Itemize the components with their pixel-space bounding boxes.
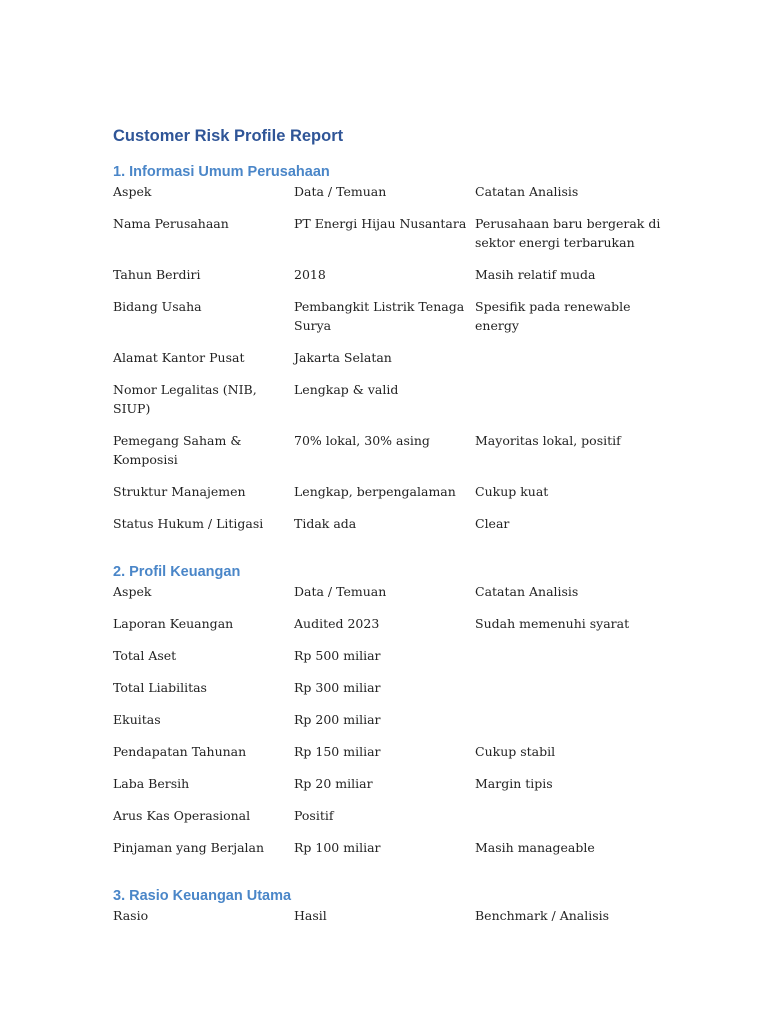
table-cell: Status Hukum / Litigasi — [113, 516, 264, 531]
table-row — [113, 646, 673, 678]
table-cell: Nomor Legalitas (NIB, SIUP) — [113, 382, 257, 416]
table-cell: PT Energi Hijau Nusantara — [294, 216, 467, 231]
table-cell: Cukup stabil — [475, 744, 556, 759]
table-cell: Total Liabilitas — [113, 680, 207, 695]
table-cell — [475, 710, 673, 742]
column-header: Aspek — [113, 184, 152, 199]
table-cell: Rp 100 miliar — [294, 840, 381, 855]
table-cell: Margin tipis — [475, 776, 553, 791]
table-cell: Positif — [294, 808, 334, 823]
table-cell: Rp 300 miliar — [294, 680, 381, 695]
table-header-row — [113, 582, 673, 614]
table-cell — [475, 678, 673, 710]
table-row — [113, 774, 673, 806]
column-header: Hasil — [294, 908, 327, 923]
column-header: Rasio — [113, 908, 149, 923]
table-cell: Rp 20 miliar — [294, 776, 373, 791]
table-cell — [475, 348, 673, 380]
table-cell: Laba Bersih — [113, 776, 190, 791]
table-cell: Pemegang Saham & Komposisi — [113, 433, 242, 467]
table-row — [113, 348, 673, 380]
table-cell: 70% lokal, 30% asing — [294, 433, 430, 448]
data-table — [113, 906, 673, 938]
table-cell: Mayoritas lokal, positif — [475, 433, 621, 448]
table-cell: Clear — [475, 516, 510, 531]
table-cell: 2018 — [294, 267, 326, 282]
table-cell: Masih manageable — [475, 840, 595, 855]
table-row — [113, 214, 673, 265]
column-header: Aspek — [113, 584, 152, 599]
table-cell: Lengkap, berpengalaman — [294, 484, 456, 499]
section-heading: 2. Profil Keuangan — [113, 564, 241, 580]
table-cell: Pendapatan Tahunan — [113, 744, 247, 759]
section-heading: 3. Rasio Keuangan Utama — [113, 888, 292, 904]
table-cell: Ekuitas — [113, 712, 161, 727]
table-header-row — [113, 906, 673, 938]
table-cell — [475, 380, 673, 431]
table-cell: Arus Kas Operasional — [113, 808, 251, 823]
table-cell: Rp 500 miliar — [294, 648, 381, 663]
table-cell: Laporan Keuangan — [113, 616, 234, 631]
column-header: Catatan Analisis — [475, 184, 579, 199]
table-cell — [475, 646, 673, 678]
column-header: Catatan Analisis — [475, 584, 579, 599]
table-cell: Tidak ada — [294, 516, 357, 531]
table-row — [113, 265, 673, 297]
table-header-row — [113, 182, 673, 214]
table-cell: Sudah memenuhi syarat — [475, 616, 630, 631]
table-cell: Perusahaan baru bergerak di sektor energi terbarukan — [475, 216, 661, 250]
sections-container — [113, 162, 673, 938]
column-header: Data / Temuan — [294, 584, 387, 599]
table-cell: Bidang Usaha — [113, 299, 202, 314]
table-cell: Rp 150 miliar — [294, 744, 381, 759]
table-cell — [475, 806, 673, 838]
table-row — [113, 514, 673, 546]
table-cell: Spesifik pada renewable energy — [475, 299, 631, 333]
data-table — [113, 582, 673, 870]
data-table — [113, 182, 673, 546]
table-row — [113, 614, 673, 646]
table-row — [113, 380, 673, 431]
section — [113, 886, 673, 938]
section — [113, 562, 673, 870]
column-header: Benchmark / Analisis — [475, 908, 610, 923]
table-row — [113, 838, 673, 870]
table-cell: Struktur Manajemen — [113, 484, 246, 499]
table-cell: Masih relatif muda — [475, 267, 596, 282]
table-cell: Tahun Berdiri — [113, 267, 201, 282]
table-cell: Nama Perusahaan — [113, 216, 229, 231]
table-row — [113, 806, 673, 838]
document-body — [113, 124, 673, 938]
table-cell: Pinjaman yang Berjalan — [113, 840, 265, 855]
document-title: Customer Risk Profile Report — [113, 127, 344, 145]
table-row — [113, 297, 673, 348]
table-row — [113, 742, 673, 774]
table-row — [113, 431, 673, 482]
table-cell: Lengkap & valid — [294, 382, 399, 397]
section-heading: 1. Informasi Umum Perusahaan — [113, 164, 330, 180]
table-cell: Total Aset — [113, 648, 177, 663]
table-cell: Audited 2023 — [294, 616, 380, 631]
table-cell: Jakarta Selatan — [294, 350, 392, 365]
table-row — [113, 482, 673, 514]
table-cell: Rp 200 miliar — [294, 712, 381, 727]
section — [113, 162, 673, 546]
table-row — [113, 678, 673, 710]
table-cell: Pembangkit Listrik Tenaga Surya — [294, 299, 465, 333]
table-row — [113, 710, 673, 742]
column-header: Data / Temuan — [294, 184, 387, 199]
table-cell: Alamat Kantor Pusat — [113, 350, 245, 365]
table-cell: Cukup kuat — [475, 484, 549, 499]
